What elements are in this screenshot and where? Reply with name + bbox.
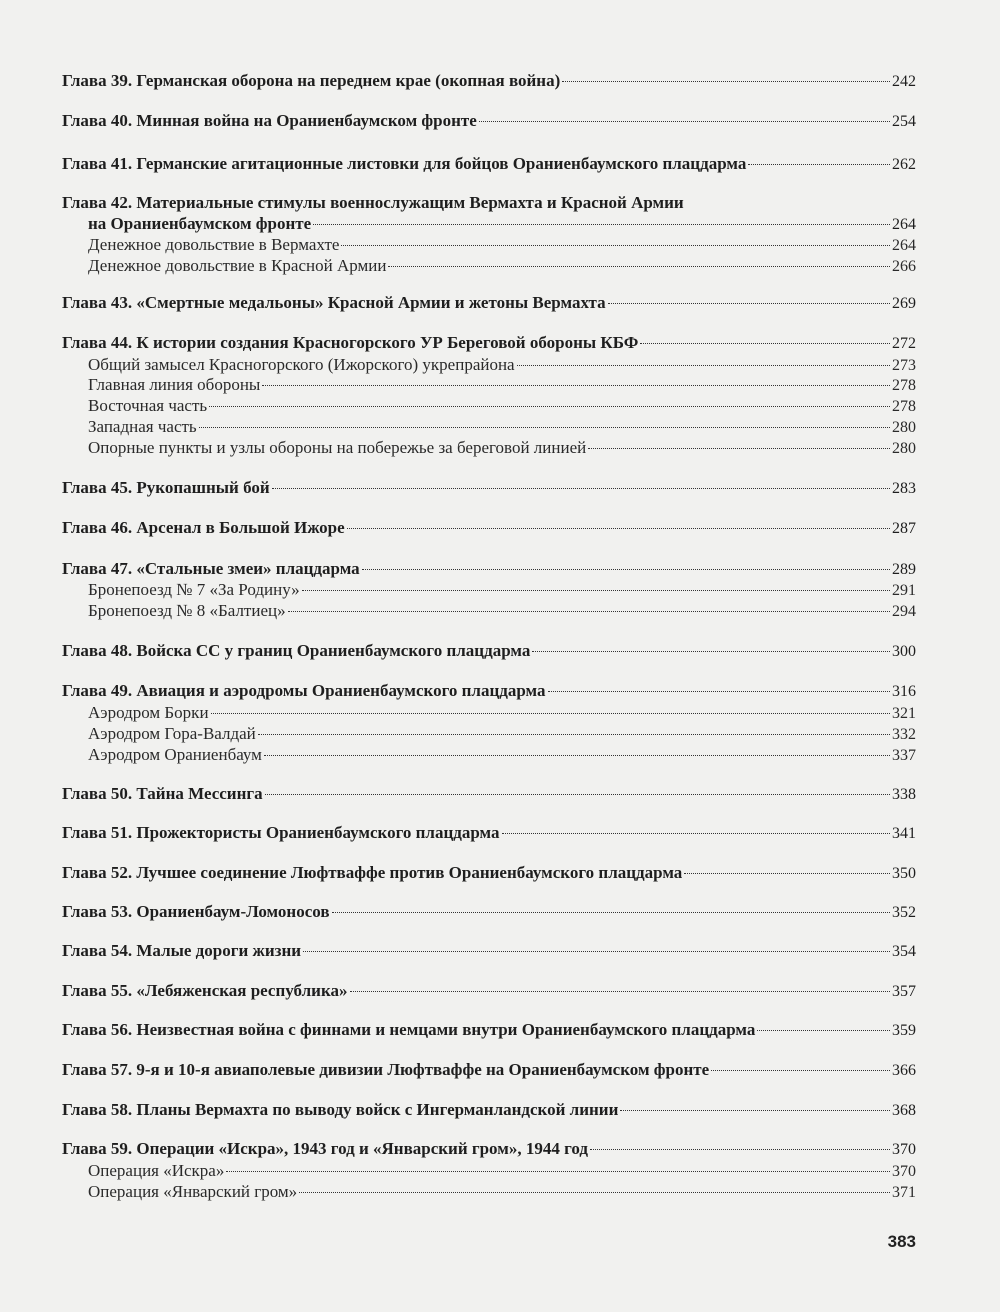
toc-subsection-entry (62, 723, 916, 745)
toc-chapter-entry (62, 192, 916, 235)
chapter-title: Рукопашный бой (136, 478, 270, 497)
chapter-label: Глава 58. (62, 1100, 133, 1119)
chapter-label: Глава 41. (62, 154, 133, 173)
toc-subsection-entry (62, 1181, 916, 1203)
dot-leader (590, 1149, 890, 1150)
chapter-title: Арсенал в Большой Ижоре (136, 518, 345, 537)
dot-leader (620, 1110, 890, 1111)
chapter-label: Глава 43. (62, 293, 133, 312)
toc-chapter-entry (62, 1019, 916, 1041)
subsection-title: Денежное довольствие в Вермахте (88, 235, 340, 254)
toc-chapter-entry (62, 862, 916, 884)
toc-chapter-entry (62, 292, 916, 314)
chapter-title: Минная война на Ораниенбаумском фронте (136, 111, 477, 130)
toc-chapter-entry (62, 783, 916, 805)
page-ref: 272 (892, 335, 916, 352)
toc-chapter-entry (62, 1099, 916, 1121)
dot-leader (262, 385, 890, 386)
page-ref: 242 (892, 73, 916, 90)
chapter-title: Неизвестная война с финнами и немцами внутри Ораниенбаумского плацдарма (136, 1020, 756, 1039)
chapter-label: Глава 45. (62, 478, 133, 497)
dot-leader (748, 164, 890, 165)
chapter-title: Прожектористы Ораниенбаумского плацдарма (136, 823, 500, 842)
toc-chapter-entry (62, 980, 916, 1002)
subsection-title: Опорные пункты и узлы обороны на побережье за береговой линией (88, 438, 587, 457)
chapter-label: Глава 47. (62, 559, 133, 578)
dot-leader (502, 833, 890, 834)
chapter-label: Глава 48. (62, 641, 133, 660)
page-ref: 294 (892, 603, 916, 620)
toc-chapter-entry (62, 558, 916, 580)
page-ref: 254 (892, 113, 916, 130)
chapter-title: Материальные стимулы военнослужащим Вермахта и Красной Армии (136, 193, 684, 212)
dot-leader (332, 912, 890, 913)
page-ref: 264 (892, 216, 916, 233)
toc-subsection-entry (62, 702, 916, 724)
chapter-title: «Лебяженская республика» (136, 981, 348, 1000)
page-ref: 280 (892, 419, 916, 436)
page-ref: 366 (892, 1062, 916, 1079)
dot-leader (479, 121, 890, 122)
dot-leader (226, 1171, 890, 1172)
toc-chapter-entry (62, 901, 916, 923)
dot-leader (362, 569, 890, 570)
chapter-title: Планы Вермахта по выводу войск с Ингерманландской линии (136, 1100, 619, 1119)
chapter-label: Глава 44. (62, 333, 133, 352)
subsection-title: Общий замысел Красногорского (Ижорского) укрепрайона (88, 355, 515, 374)
dot-leader (302, 590, 890, 591)
page-ref: 287 (892, 520, 916, 537)
toc-chapter-entry (62, 940, 916, 962)
chapter-title: К истории создания Красногорского УР Береговой обороны КБФ (136, 333, 639, 352)
chapter-title: Германские агитационные листовки для бойцов Ораниенбаумского плацдарма (136, 154, 747, 173)
dot-leader (757, 1030, 890, 1031)
chapter-label: Глава 57. (62, 1060, 133, 1079)
dot-leader (517, 365, 890, 366)
dot-leader (199, 427, 890, 428)
toc-chapter-entry (62, 640, 916, 662)
dot-leader (341, 245, 890, 246)
dot-leader (258, 734, 890, 735)
subsection-title: Западная часть (88, 417, 197, 436)
page-ref: 350 (892, 865, 916, 882)
dot-leader (532, 651, 890, 652)
page-ref: 278 (892, 398, 916, 415)
chapter-label: Глава 50. (62, 784, 133, 803)
chapter-label: Глава 46. (62, 518, 133, 537)
dot-leader (264, 755, 890, 756)
dot-leader (272, 488, 890, 489)
page-ref: 357 (892, 983, 916, 1000)
chapter-label: Глава 52. (62, 863, 133, 882)
subsection-title: Главная линия обороны (88, 375, 261, 394)
page-ref: 283 (892, 480, 916, 497)
subsection-title: Аэродром Ораниенбаум (88, 745, 262, 764)
dot-leader (288, 611, 890, 612)
dot-leader (209, 406, 890, 407)
page-ref: 370 (892, 1163, 916, 1180)
page-ref: 269 (892, 295, 916, 312)
dot-leader (350, 991, 891, 992)
chapter-label: Глава 56. (62, 1020, 133, 1039)
page-ref: 316 (892, 683, 916, 700)
chapter-label: Глава 53. (62, 902, 133, 921)
chapter-title: Ораниенбаум-Ломоносов (136, 902, 330, 921)
toc-chapter-entry (62, 1138, 916, 1160)
page-ref: 368 (892, 1102, 916, 1119)
chapter-title: Германская оборона на переднем крае (окопная война) (136, 71, 561, 90)
dot-leader (303, 951, 890, 952)
page-ref: 264 (892, 237, 916, 254)
chapter-label: Глава 40. (62, 111, 133, 130)
chapter-title: «Стальные змеи» плацдарма (136, 559, 360, 578)
toc-subsection-entry (62, 437, 916, 459)
page-ref: 354 (892, 943, 916, 960)
toc-subsection-entry (62, 255, 916, 277)
toc-subsection-entry (62, 234, 916, 256)
chapter-label: Глава 39. (62, 71, 133, 90)
dot-leader (548, 691, 890, 692)
chapter-title: «Смертные медальоны» Красной Армии и жетоны Вермахта (136, 293, 606, 312)
toc-chapter-entry (62, 153, 916, 175)
subsection-title: Бронепоезд № 8 «Балтиец» (88, 601, 286, 620)
toc-chapter-entry (62, 517, 916, 539)
chapter-label: Глава 49. (62, 681, 133, 700)
chapter-label: Глава 59. (62, 1139, 133, 1158)
subsection-title: Восточная часть (88, 396, 208, 415)
toc-subsection-entry (62, 354, 916, 376)
chapter-title: Войска СС у границ Ораниенбаумского плацдарма (136, 641, 531, 660)
chapter-label: Глава 42. (62, 193, 133, 212)
page-ref: 278 (892, 377, 916, 394)
dot-leader (588, 448, 890, 449)
dot-leader (313, 224, 890, 225)
page-ref: 332 (892, 726, 916, 743)
chapter-title: Тайна Мессинга (136, 784, 263, 803)
page-ref: 291 (892, 582, 916, 599)
dot-leader (211, 713, 890, 714)
chapter-label: Глава 54. (62, 941, 133, 960)
dot-leader (388, 266, 890, 267)
dot-leader (347, 528, 890, 529)
page-ref: 337 (892, 747, 916, 764)
page-ref: 262 (892, 156, 916, 173)
toc-chapter-entry (62, 332, 916, 354)
chapter-title: Авиация и аэродромы Ораниенбаумского плацдарма (136, 681, 546, 700)
toc-subsection-entry (62, 1160, 916, 1182)
chapter-title: Операции «Искра», 1943 год и «Январский гром», 1944 год (136, 1139, 588, 1158)
chapter-label: Глава 51. (62, 823, 133, 842)
page-ref: 352 (892, 904, 916, 921)
toc-subsection-entry (62, 374, 916, 396)
subsection-title: Операция «Искра» (88, 1161, 225, 1180)
toc-subsection-entry (62, 395, 916, 417)
chapter-title: Лучшее соединение Люфтваффе против Ораниенбаумского плацдарма (136, 863, 683, 882)
toc-chapter-entry (62, 70, 916, 92)
dot-leader (684, 873, 890, 874)
page-ref: 280 (892, 440, 916, 457)
toc-chapter-entry (62, 1059, 916, 1081)
page-ref: 359 (892, 1022, 916, 1039)
page-ref: 341 (892, 825, 916, 842)
page-ref: 338 (892, 786, 916, 803)
toc-chapter-entry (62, 110, 916, 132)
dot-leader (265, 794, 890, 795)
page-ref: 300 (892, 643, 916, 660)
toc-chapter-entry (62, 822, 916, 844)
subsection-title: Денежное довольствие в Красной Армии (88, 256, 387, 275)
dot-leader (640, 343, 890, 344)
dot-leader (608, 303, 890, 304)
toc-subsection-entry (62, 579, 916, 601)
toc-subsection-entry (62, 600, 916, 622)
subsection-title: Бронепоезд № 7 «За Родину» (88, 580, 300, 599)
page-ref: 289 (892, 561, 916, 578)
dot-leader (299, 1192, 890, 1193)
page-ref: 370 (892, 1141, 916, 1158)
toc-subsection-entry (62, 416, 916, 438)
chapter-title: 9-я и 10-я авиаполевые дивизии Люфтваффе на Ораниенбаумском фронте (136, 1060, 710, 1079)
page-ref: 371 (892, 1184, 916, 1201)
subsection-title: Операция «Январский гром» (88, 1182, 298, 1201)
page-ref: 266 (892, 258, 916, 275)
page-ref: 273 (892, 357, 916, 374)
chapter-title: Малые дороги жизни (136, 941, 302, 960)
subsection-title: Аэродром Гора-Валдай (88, 724, 256, 743)
toc-chapter-entry (62, 477, 916, 499)
toc-chapter-entry (62, 680, 916, 702)
dot-leader (711, 1070, 890, 1071)
toc-subsection-entry (62, 744, 916, 766)
chapter-label: Глава 55. (62, 981, 133, 1000)
page-ref: 321 (892, 705, 916, 722)
subsection-title: Аэродром Борки (88, 703, 209, 722)
dot-leader (562, 81, 890, 82)
page-number: 383 (887, 1232, 916, 1251)
chapter-title-continued: на Ораниенбаумском фронте (88, 214, 312, 233)
